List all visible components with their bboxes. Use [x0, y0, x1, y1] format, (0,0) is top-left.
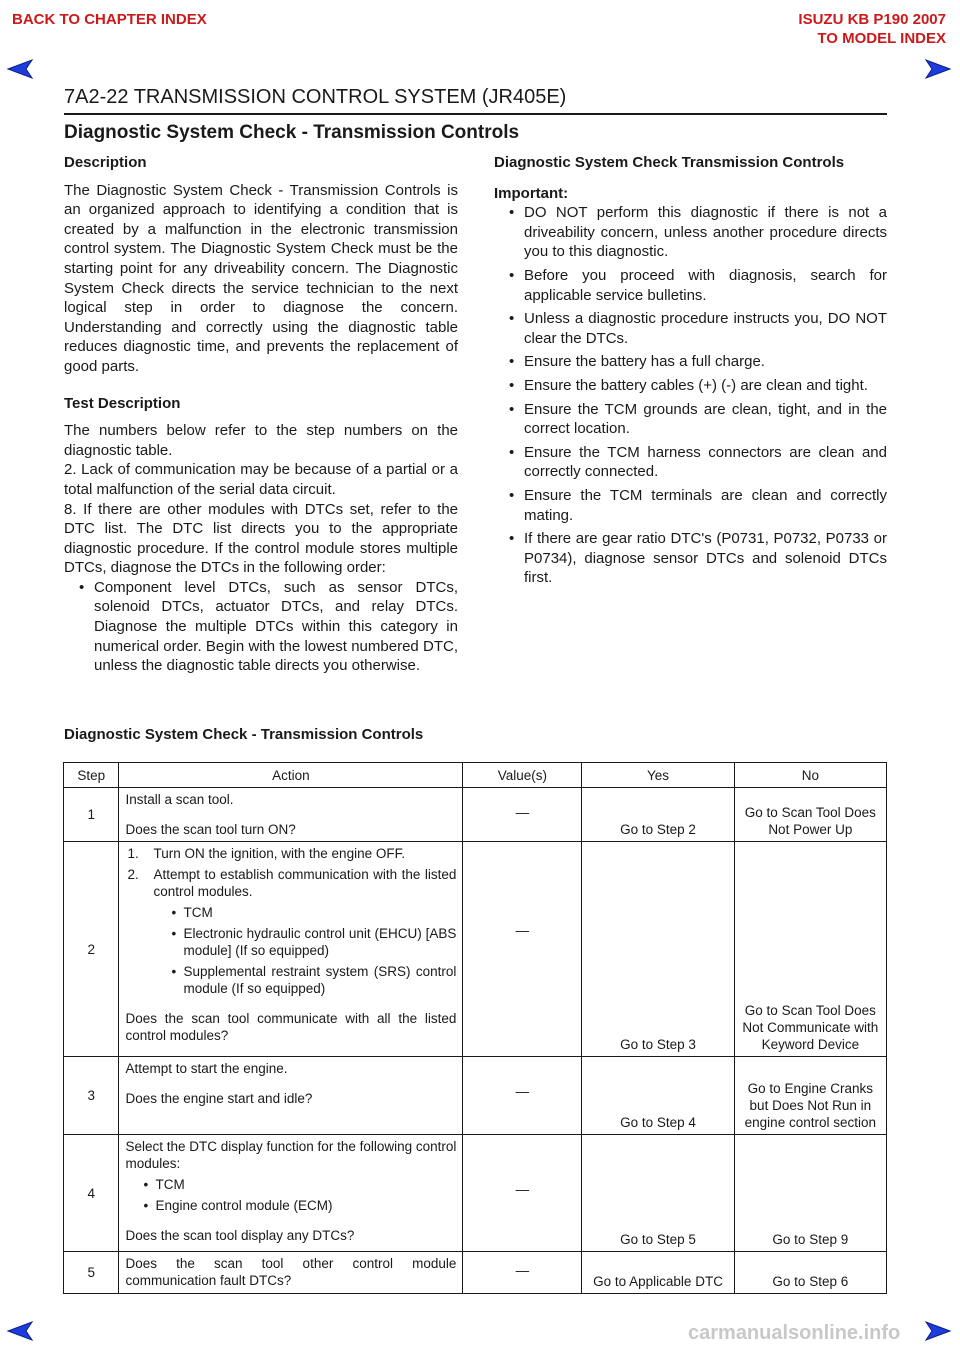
- section-title: Diagnostic System Check - Transmission Controls: [64, 122, 520, 143]
- back-to-chapter-index-link[interactable]: BACK TO CHAPTER INDEX: [12, 11, 207, 28]
- step-number: 4: [64, 1135, 119, 1252]
- no-cell: Go to Step 9: [734, 1135, 886, 1252]
- module-bullet: • Engine control module (ECM): [125, 1197, 456, 1214]
- header-values: Value(s): [463, 763, 582, 788]
- action-cell: [119, 842, 463, 1057]
- step-number: 5: [64, 1252, 119, 1294]
- step-number: 3: [64, 1057, 119, 1135]
- module-bullet: • TCM: [125, 904, 456, 921]
- list-number: 2.: [127, 867, 139, 882]
- next-page-arrow-bottom-icon[interactable]: [922, 1320, 952, 1342]
- model-title-link[interactable]: ISUZU KB P190 2007: [798, 11, 946, 28]
- important-bullet: • Ensure the TCM harness connectors are clean and correctly connected.: [506, 443, 887, 482]
- test-description-heading: Test Description: [64, 394, 181, 412]
- important-label: Important:: [494, 184, 569, 202]
- test-intro-text: The numbers below refer to the step numbers on the diagnostic table.: [64, 422, 458, 459]
- important-bullet: • Ensure the TCM terminals are clean and correctly mating.: [506, 486, 887, 525]
- test-bullet: • Component level DTCs, such as sensor DTCs, solenoid DTCs, actuator DTCs, and relay DTCs. Diagnose the multiple DTCs within this category in numerical order. Begin with the lowest numbered DTC, unless the diagnostic table directs you otherwise.: [76, 578, 458, 676]
- description-heading: Description: [64, 154, 147, 171]
- header-no: No: [734, 763, 886, 788]
- action-cell: [119, 1057, 463, 1135]
- test-step-2-text: 2. Lack of communication may be because of a partial or a total malfunction of the serial data circuit.: [64, 461, 458, 498]
- action-question: Does the scan tool other control module communication fault DTCs?: [125, 1256, 457, 1288]
- important-bullet: • Ensure the battery cables (+) (-) are clean and tight.: [506, 376, 887, 396]
- yes-cell: Go to Step 3: [582, 842, 734, 1057]
- yes-cell: Go to Applicable DTC: [582, 1252, 734, 1294]
- test-step-8-text: 8. If there are other modules with DTCs set, refer to the DTC list. The DTC list directs you to the appropriate diagnostic procedure. If the control module stores multiple DTCs, diagnose the DTCs in the following order:: [64, 500, 458, 577]
- list-number: 1.: [127, 846, 139, 861]
- header-yes: Yes: [582, 763, 734, 788]
- value-cell: —: [463, 788, 582, 842]
- module-bullet: • TCM: [125, 1176, 456, 1193]
- action-question: Does the scan tool turn ON?: [125, 822, 296, 837]
- yes-cell: Go to Step 4: [582, 1057, 734, 1135]
- left-column: [64, 153, 458, 676]
- right-column: [494, 153, 887, 588]
- no-cell: Go to Scan Tool Does Not Communicate with Keyword Device: [734, 842, 886, 1057]
- value-cell: —: [463, 1252, 582, 1294]
- step-number: 2: [64, 842, 119, 1057]
- table-row: [64, 1135, 887, 1252]
- prev-page-arrow-icon[interactable]: [6, 58, 36, 80]
- header-action: Action: [119, 763, 463, 788]
- diagnostic-table: [63, 762, 887, 1294]
- important-bullet: • Ensure the TCM grounds are clean, tight, and in the correct location.: [506, 400, 887, 439]
- important-bullet: • Ensure the battery has a full charge.: [506, 352, 887, 372]
- table-row: [64, 1252, 887, 1294]
- next-page-arrow-icon[interactable]: [922, 58, 952, 80]
- table-row: [64, 788, 887, 842]
- action-cell: [119, 1252, 463, 1294]
- action-question: Does the scan tool display any DTCs?: [125, 1228, 355, 1243]
- yes-cell: Go to Step 2: [582, 788, 734, 842]
- action-text: Turn ON the ignition, with the engine OFF.: [153, 846, 406, 861]
- action-text: Select the DTC display function for the following control modules:: [125, 1139, 457, 1171]
- no-cell: Go to Step 6: [734, 1252, 886, 1294]
- important-bullet: • Unless a diagnostic procedure instructs you, DO NOT clear the DTCs.: [506, 309, 887, 348]
- header-step: Step: [64, 763, 119, 788]
- action-text: Install a scan tool.: [125, 792, 234, 807]
- to-model-index-link[interactable]: TO MODEL INDEX: [817, 30, 946, 47]
- header-rule: [64, 113, 887, 115]
- action-cell: [119, 1135, 463, 1252]
- description-text: The Diagnostic System Check - Transmission Controls is an organized approach to identifying a condition that is created by a malfunction in the electronic transmission control system. The Diagnostic System Check must be the starting point for any driveability concern. The Diagnostic System Check directs the service technician to the next logical step in order to diagnose the concern. Understanding and correctly using the diagnostic table reduces diagnostic time, and prevents the replacement of good parts.: [64, 181, 458, 375]
- table-row: [64, 842, 887, 1057]
- table-row: [64, 1057, 887, 1135]
- no-cell: Go to Scan Tool Does Not Power Up: [734, 788, 886, 842]
- module-bullet: • Electronic hydraulic control unit (EHCU) [ABS module] (If so equipped): [125, 925, 456, 959]
- action-question: Does the scan tool communicate with all the listed control modules?: [125, 1011, 457, 1043]
- value-cell: —: [463, 842, 582, 1057]
- no-cell: Go to Engine Cranks but Does Not Run in engine control section: [734, 1057, 886, 1135]
- value-cell: —: [463, 1057, 582, 1135]
- right-heading: Diagnostic System Check Transmission Controls: [494, 154, 845, 171]
- important-bullet: • DO NOT perform this diagnostic if there is not a driveability concern, unless another procedure directs you to this diagnostic.: [506, 203, 887, 262]
- value-cell: —: [463, 1135, 582, 1252]
- action-question: Does the engine start and idle?: [125, 1091, 313, 1106]
- module-bullet: • Supplemental restraint system (SRS) control module (If so equipped): [125, 963, 456, 997]
- action-text: Attempt to start the engine.: [125, 1061, 288, 1076]
- table-title: Diagnostic System Check - Transmission Controls: [64, 726, 424, 743]
- step-number: 1: [64, 788, 119, 842]
- action-cell: [119, 788, 463, 842]
- watermark: carmanualsonline.info: [688, 1322, 901, 1344]
- action-text: Attempt to establish communication with the listed control modules.: [153, 867, 457, 899]
- important-bullet: • If there are gear ratio DTC's (P0731, P0732, P0733 or P0734), diagnose sensor DTCs and solenoid DTCs first.: [506, 529, 887, 588]
- yes-cell: Go to Step 5: [582, 1135, 734, 1252]
- page-header: 7A2-22 TRANSMISSION CONTROL SYSTEM (JR405E): [64, 86, 567, 108]
- table-header-row: [64, 763, 887, 788]
- prev-page-arrow-bottom-icon[interactable]: [6, 1320, 36, 1342]
- important-bullet: • Before you proceed with diagnosis, search for applicable service bulletins.: [506, 266, 887, 305]
